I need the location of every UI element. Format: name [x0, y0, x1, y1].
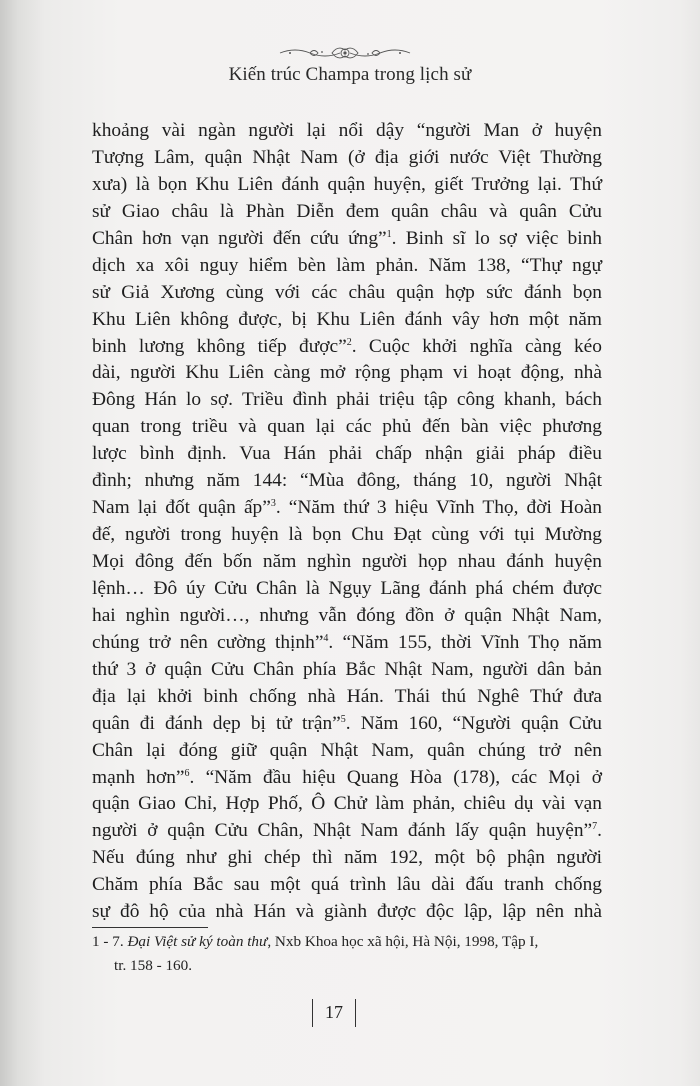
footnote-line-2: [92, 954, 604, 978]
body-line-tail: . Cuộc khởi nghĩa càng kéo: [351, 335, 602, 357]
body-line-text: khoảng vài ngàn người lại nổi dậy “người Man ở huyện: [92, 120, 602, 141]
body-line-text: sự đô hộ của nhà Hán và giành được độc lập, lập nên nhà: [92, 901, 602, 923]
body-line: [92, 657, 602, 684]
body-line-text: hai nghìn người…, nhưng vẫn đóng đồn ở quận Nhật Nam,: [92, 604, 602, 626]
body-line-tail: . “Năm 155, thời Vĩnh Thọ năm: [328, 631, 602, 653]
footnote-details: , Nxb Khoa học xã hội, Hà Nội, 1998, Tập I,: [267, 933, 539, 950]
body-line-tail: . “Năm thứ 3 hiệu Vĩnh Thọ, đời Hoàn: [275, 497, 602, 519]
body-line-text: Nam lại đốt quận ấp”: [92, 497, 271, 519]
footnote-marker: 5: [340, 713, 346, 725]
body-line-text: Mọi đông đến bốn năm nghìn người họp nhau đánh huyện: [92, 551, 602, 572]
footnote-marker: 2: [346, 336, 352, 348]
body-line: [92, 441, 602, 468]
body-line-text: mạnh hơn”: [92, 766, 185, 788]
body-line: [92, 145, 602, 172]
body-line-tail: . “Năm đầu hiệu Quang Hòa (178), các Mọi ở: [189, 766, 603, 788]
body-line: [92, 791, 602, 818]
body-line-text: Chăm phía Bắc sau một quá trình lâu dài đấu tranh chống: [92, 874, 602, 896]
footnote-divider: [92, 927, 208, 928]
body-line-text: Nếu đúng như ghi chép thì năm 192, một bộ phận người: [92, 847, 602, 869]
body-line-text: đế, người trong huyện là bọn Chu Đạt cùng với tụi Mường: [92, 524, 602, 546]
body-line-text: sử Giả Xương cùng với các châu quận hợp sức đánh bọn: [92, 281, 602, 303]
body-line: [92, 495, 602, 522]
body-line: [92, 199, 602, 226]
body-line-text: đình; nhưng năm 144: “Mùa đông, tháng 10, người Nhật: [92, 470, 602, 492]
body-line: [92, 414, 602, 441]
footnote: [92, 930, 604, 978]
body-line: [92, 307, 602, 334]
body-line-text: dài, người Khu Liên càng mở rộng phạm vi hoạt động, nhà: [92, 362, 602, 384]
body-line: [92, 872, 602, 899]
footnote-marker: 1: [386, 228, 392, 240]
body-line-text: Đông Hán lo sợ. Triều đình phải triệu tập công khanh, bách: [92, 389, 602, 411]
footnote-marker: 6: [184, 767, 190, 779]
body-line: [92, 387, 602, 414]
body-line-text: quận Giao Chỉ, Hợp Phố, Ô Chử làm phản, chiêu dụ vài vạn: [92, 793, 602, 815]
footnote-source-title: Đại Việt sử ký toàn thư: [127, 933, 268, 950]
body-line: [92, 711, 602, 738]
body-line-text: sử Giao châu là Phàn Diễn đem quân châu và quân Cửu: [92, 200, 602, 222]
body-paragraph: [92, 118, 602, 926]
body-line: [92, 468, 602, 495]
body-line: [92, 118, 602, 145]
footnote-pages: tr. 158 - 160.: [114, 957, 193, 974]
body-line: [92, 549, 602, 576]
body-line-text: thứ 3 ở quận Cửu Chân phía Bắc Nhật Nam, người dân bản: [92, 658, 602, 680]
body-line-text: chúng trở nên cường thịnh”: [92, 631, 324, 653]
body-line: [92, 684, 602, 711]
body-line-tail: . Binh sĩ lo sợ việc binh: [391, 227, 602, 249]
page-number-box: [312, 999, 356, 1029]
body-line: [92, 360, 602, 387]
body-line: [92, 522, 602, 549]
page-number-right-bar: [355, 999, 356, 1027]
body-line: [92, 603, 602, 630]
body-line-text: Khu Liên không được, bị Khu Liên đánh vây hơn một năm: [92, 308, 602, 330]
body-line: [92, 818, 602, 845]
running-head-title: Kiến trúc Champa trong lịch sử: [228, 64, 472, 85]
body-line: [92, 738, 602, 765]
footnote-marker: 3: [270, 498, 276, 510]
body-line-text: quan trong triều và quan lại các phủ đến bàn việc phương: [92, 416, 602, 438]
body-line-tail: .: [597, 820, 602, 842]
body-line: [92, 630, 602, 657]
footnote-marker: 4: [323, 632, 329, 644]
body-line: [92, 845, 602, 872]
footnote-marker: 7: [592, 821, 598, 833]
body-line-text: xưa) là bọn Khu Liên đánh quận huyện, giết Trưởng lại. Thứ: [92, 173, 602, 195]
body-line: [92, 899, 602, 926]
page-number: 17: [325, 1002, 343, 1022]
ornament-flourish-icon: [270, 44, 420, 62]
body-line-tail: . Năm 160, “Người quận Cửu: [345, 712, 602, 734]
body-line-text: lược bình định. Vua Hán phải chấp nhận giải pháp điều: [92, 443, 602, 465]
body-line: [92, 765, 602, 792]
body-line: [92, 576, 602, 603]
body-line: [92, 334, 602, 361]
body-line-text: binh lương không tiếp được”: [92, 335, 347, 357]
body-line-text: dịch xa xôi nguy hiểm bèn làm phản. Năm 138, “Thự ngự: [92, 254, 602, 276]
body-line-text: quân đi đánh dẹp bị tử trận”: [92, 712, 341, 734]
body-line: [92, 172, 602, 199]
body-line-text: lệnh… Đô úy Cửu Chân là Ngụy Lãng đánh phá chém được: [92, 577, 602, 599]
body-line: [92, 253, 602, 280]
body-line: [92, 280, 602, 307]
body-line-text: địa lại khởi binh chống nhà Hán. Thái thú Nghê Thứ đưa: [92, 685, 602, 707]
body-line-text: Chân hơn vạn người đến cứu ứng”: [92, 227, 387, 249]
body-line-text: Tượng Lâm, quận Nhật Nam (ở địa giới nước Việt Thường: [92, 146, 602, 168]
body-line: [92, 226, 602, 253]
body-line-text: người ở quận Cửu Chân, Nhật Nam đánh lấy quận huyện”: [92, 820, 593, 842]
footnote-line-1: [92, 930, 604, 954]
footnote-range: 1 - 7.: [92, 933, 124, 950]
body-line-text: Chân lại đóng giữ quận Nhật Nam, quân chúng trở nên: [92, 739, 602, 761]
